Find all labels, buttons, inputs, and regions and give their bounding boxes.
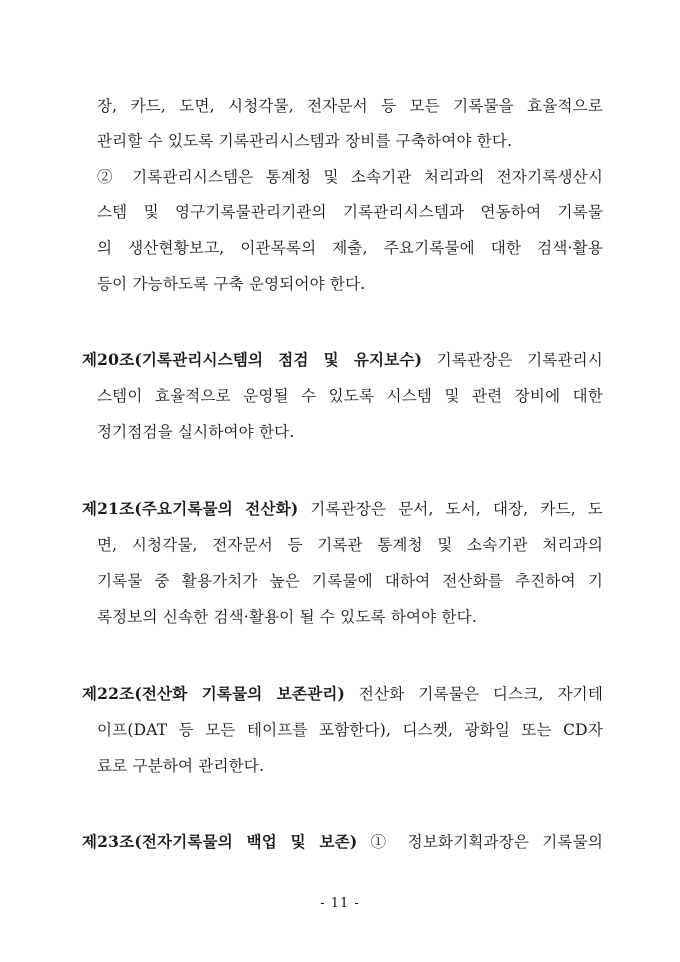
article-23-text: ① 정보화기획과장은 기록물의 [357, 833, 603, 851]
text-line: 관리할 수 있도록 기록관리시스템과 장비를 구축하여야 한다. [97, 132, 513, 150]
article-20-text: 기록관장은 기록관리시 [422, 351, 603, 369]
article-21-text: 기록관장은 문서, 도서, 대장, 카드, 도 [298, 500, 603, 518]
text-line: 이프(DAT 등 모든 테이프를 포함한다), 디스켓, 광화일 또는 CD자 [97, 721, 603, 739]
page-number: - 11 - [320, 896, 360, 911]
article-22-first-line [82, 682, 603, 704]
text-line: 장, 카드, 도면, 시청각물, 전자문서 등 모든 기록물을 효율적으로 [97, 97, 603, 115]
text-line: 정기점검을 실시하여야 한다. [97, 423, 295, 441]
article-23-first-line [82, 830, 603, 852]
article-20-first-line [82, 348, 603, 370]
text-line: 의 생산현황보고, 이관목록의 제출, 주요기록물에 대한 검색·활용 [97, 239, 603, 257]
article-23-title: 제23조(전자기록물의 백업 및 보존) [82, 832, 358, 851]
text-line: 록정보의 신속한 검색·활용이 될 수 있도록 하여야 한다. [97, 608, 477, 626]
text-line: 료로 구분하여 관리한다. [97, 757, 265, 775]
article-22-text: 전산화 기록물은 디스크, 자기테 [345, 685, 603, 703]
text-line: 기록물 중 활용가치가 높은 기록물에 대하여 전산화를 추진하여 기 [97, 572, 603, 590]
text-line: 스템 및 영구기록물관리기관의 기록관리시스템과 연동하여 기록물 [97, 203, 603, 221]
article-21-title: 제21조(주요기록물의 전산화) [82, 499, 299, 518]
text-line: 등이 가능하도록 구축 운영되어야 한다. [97, 275, 366, 293]
text-line: ② 기록관리시스템은 통계청 및 소속기관 처리과의 전자기록생산시 [97, 168, 603, 186]
text-line: 면, 시청각물, 전자문서 등 기록관 통계청 및 소속기관 처리과의 [97, 536, 603, 554]
text-line: 스템이 효율적으로 운영될 수 있도록 시스템 및 관련 장비에 대한 [97, 387, 603, 405]
article-22-title: 제22조(전산화 기록물의 보존관리) [82, 684, 346, 703]
article-20-title: 제20조(기록관리시스템의 점검 및 유지보수) [82, 350, 423, 369]
article-21-first-line [82, 497, 603, 519]
